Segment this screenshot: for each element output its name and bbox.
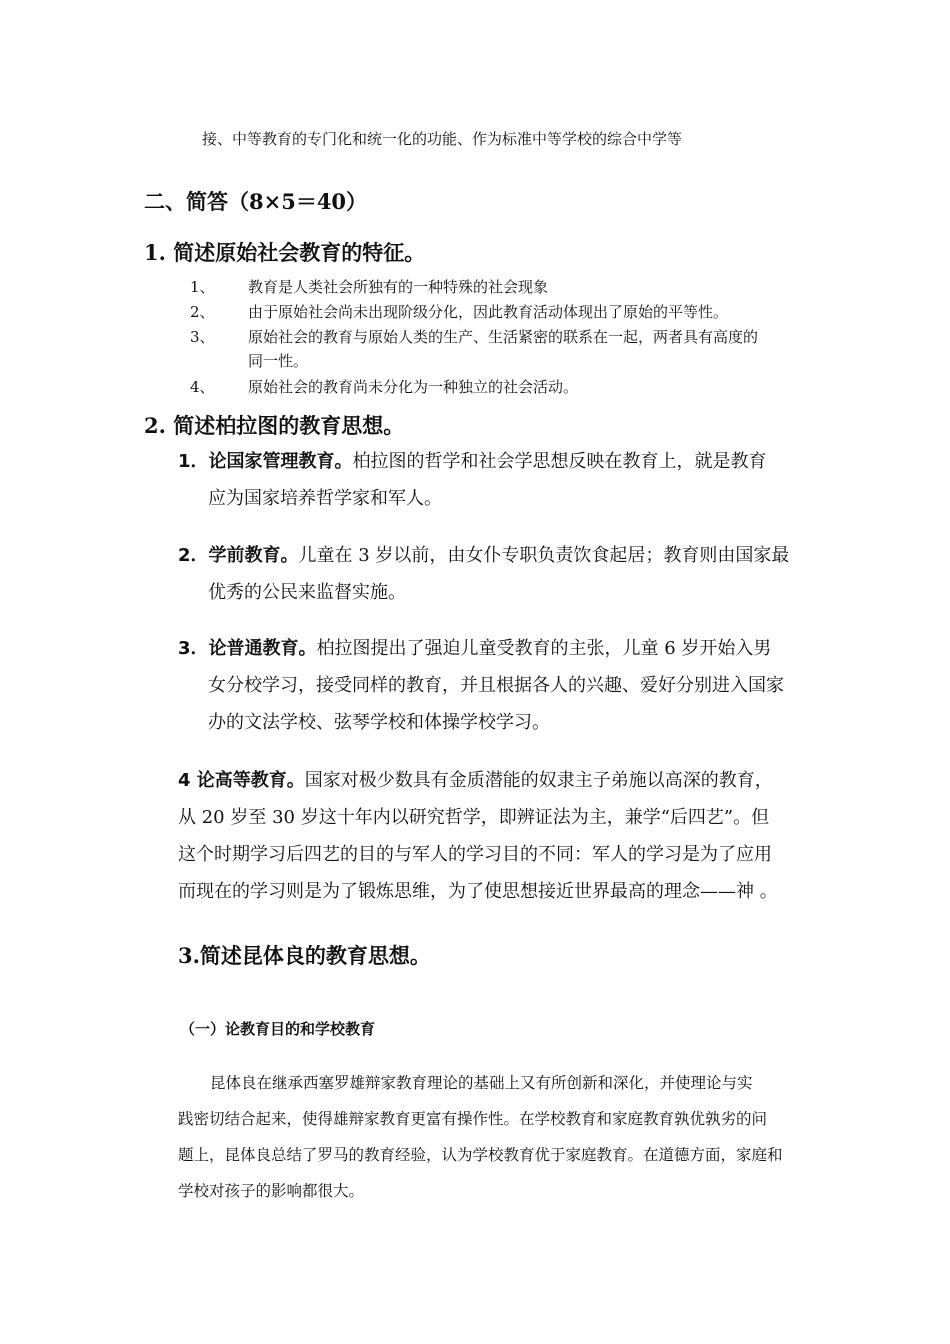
paragraph-line: 践密切结合起来，使得雄辩家教育更富有操作性。在学校教育和家庭教育孰优孰劣的问 (178, 1110, 768, 1128)
subsection-heading: （一）论教育目的和学校教育 (180, 1020, 376, 1038)
continuation-line: 接、中等教育的专门化和统一化的功能、作为标准中等学校的综合中学等 (202, 130, 683, 148)
list-item-number: 1、 (190, 278, 215, 296)
list-item-number: 3、 (190, 328, 215, 346)
point-text: 柏拉图的哲学和社会学思想反映在教育上，就是教育 (352, 451, 767, 472)
question-3-title: 3.简述昆体良的教育思想。 (178, 943, 431, 968)
point-text: 儿童在 3 岁以前，由女仆专职负责饮食起居；教育则由国家最 (298, 545, 790, 566)
plato-point-4 (178, 762, 778, 910)
point-text: 优秀的公民来监督实施。 (208, 582, 406, 603)
point-text: 而现在的学习则是为了锻炼思维，为了使思想接近世界最高的理念——神 。 (178, 881, 778, 902)
section-title: 二、简答（8×5＝40） (144, 189, 368, 214)
paragraph-line: 昆体良在继承西塞罗雄辩家教育理论的基础上又有所创新和深化，并使理论与实 (210, 1074, 753, 1092)
list-item-number: 4、 (190, 378, 215, 396)
point-heading: 4 论高等教育。 (178, 770, 305, 791)
list-item-number: 2、 (190, 303, 215, 321)
point-text: 柏拉图提出了强迫儿童受教育的主张，儿童 6 岁开始入男 (316, 638, 772, 659)
question-2-title: 2. 简述柏拉图的教育思想。 (144, 413, 405, 438)
point-text: 办的文法学校、弦琴学校和体操学校学习。 (208, 712, 550, 733)
paragraph-line: 题上，昆体良总结了罗马的教育经验，认为学校教育优于家庭教育。在道德方面，家庭和 (178, 1146, 783, 1164)
list-item-text: 原始社会的教育尚未分化为一种独立的社会活动。 (248, 378, 579, 396)
paragraph-line: 学校对孩子的影响都很大。 (178, 1182, 365, 1200)
point-heading: 1．论国家管理教育。 (178, 451, 353, 472)
point-heading: 3．论普通教育。 (178, 638, 317, 659)
question-1-title: 1. 简述原始社会教育的特征。 (144, 240, 426, 265)
point-text: 从 20 岁至 30 岁这十年内以研究哲学，即辨证法为主，兼学“后四艺”。但 (178, 807, 770, 828)
list-item-text: 同一性。 (248, 352, 309, 370)
point-text: 女分校学习，接受同样的教育，并且根据各人的兴趣、爱好分别进入国家 (208, 675, 784, 696)
plato-point-3 (178, 630, 784, 741)
point-heading: 2．学前教育。 (178, 545, 299, 566)
list-item-text: 由于原始社会尚未出现阶级分化，因此教育活动体现出了原始的平等性。 (248, 303, 729, 321)
list-item-text: 原始社会的教育与原始人类的生产、生活紧密的联系在一起，两者具有高度的 (248, 328, 759, 346)
list-item-text: 教育是人类社会所独有的一种特殊的社会现象 (248, 278, 549, 296)
plato-point-2 (178, 537, 789, 611)
point-text: 应为国家培养哲学家和军人。 (208, 488, 442, 509)
plato-point-1 (178, 443, 767, 517)
quintilian-paragraph (178, 1065, 783, 1209)
point-text: 国家对极少数具有金质潜能的奴隶主子弟施以高深的教育， (304, 770, 773, 791)
point-text: 这个时期学习后四艺的目的与军人的学习目的不同：军人的学习是为了应用 (178, 844, 772, 865)
